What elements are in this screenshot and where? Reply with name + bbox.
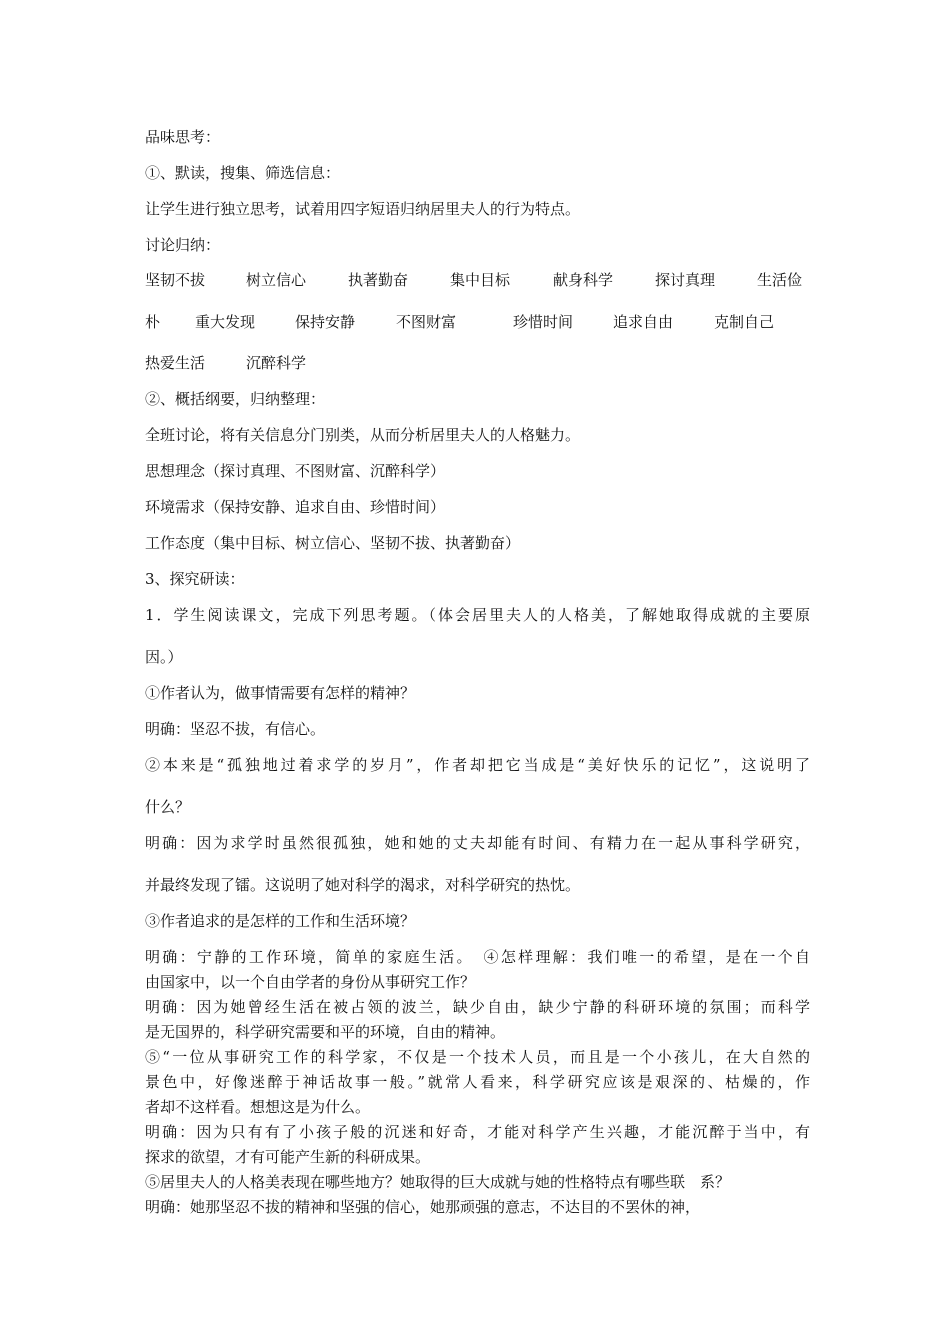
question-1: ①作者认为，做事情需要有怎样的精神？ [145,684,416,702]
keyword: 追求自由 [613,313,674,331]
answer-3-line2: 由国家中，以一个自由学者的身份从事研究工作？ [145,973,476,991]
instruction-1: 让学生进行独立思考，试着用四字短语归纳居里夫人的行为特点。 [145,200,581,218]
answer-2-line2: 并最终发现了镭。这说明了她对科学的渴求，对科学研究的热忱。 [145,876,581,894]
answer-2-line1: 明确：因为求学时虽然很孤独，她和她的丈夫却能有时间、有精力在一起从事科学研究， [145,834,810,852]
answer-6: 明确：她那坚忍不拔的精神和坚强的信心，她那顽强的意志，不达目的不罢休的神， [145,1198,701,1216]
answer-3-line1: 明确：宁静的工作环境，简单的家庭生活。 ④怎样理解：我们唯一的希望，是在一个自 [145,948,810,966]
keyword: 献身科学 [553,271,614,289]
keyword: 沉醉科学 [246,354,307,372]
keyword: 保持安静 [295,313,356,331]
instruction-2: 全班讨论，将有关信息分门别类，从而分析居里夫人的人格魅力。 [145,426,581,444]
question-2-line2: 什么？ [145,798,191,816]
keyword: 执著勤奋 [348,271,409,289]
keyword: 珍惜时间 [513,313,574,331]
heading: 品味思考： [145,128,221,146]
keyword: 集中目标 [450,271,511,289]
question-5-line3: 者却不这样看。想想这是为什么。 [145,1098,371,1116]
answer-5-line2: 探求的欲望，才有可能产生新的科研成果。 [145,1148,431,1166]
question-intro-line2: 因。） [145,648,183,666]
step-2: ②、概括纲要，归纳整理： [145,390,326,408]
question-6: ⑤居里夫人的人格美表现在哪些地方？她取得的巨大成就与她的性格特点有哪些联 系？ [145,1173,731,1191]
question-intro-line1: 1．学生阅读课文，完成下列思考题。（体会居里夫人的人格美，了解她取得成就的主要原 [145,606,810,624]
keyword: 热爱生活 [145,354,206,372]
answer-5-line1: 明确：因为只有有了小孩子般的沉迷和好奇，才能对科学产生兴趣，才能沉醉于当中，有 [145,1123,810,1141]
step-1: ①、默读，搜集、筛选信息： [145,164,341,182]
keyword: 坚韧不拔 [145,271,206,289]
question-5-line2: 景色中，好像迷醉于神话故事一般。”就常人看来，科学研究应该是艰深的、枯燥的，作 [145,1073,810,1091]
question-5-line1: ⑤“一位从事研究工作的科学家，不仅是一个技术人员，而且是一个小孩儿，在大自然的 [145,1048,810,1066]
keyword: 树立信心 [246,271,307,289]
answer-4-line2: 是无国界的，科学研究需要和平的环境，自由的精神。 [145,1023,506,1041]
keyword: 重大发现 [195,313,256,331]
section-3-title: 3、探究研读： [145,570,245,588]
discuss-label: 讨论归纳： [145,236,221,254]
question-2-line1: ②本来是“孤独地过着求学的岁月”，作者却把它当成是“美好快乐的记忆”，这说明了 [145,756,810,774]
category-environment: 环境需求（保持安静、追求自由、珍惜时间） [145,498,446,516]
keyword: 探讨真理 [655,271,716,289]
category-attitude: 工作态度（集中目标、树立信心、坚韧不拔、执著勤奋） [145,534,521,552]
keyword: 克制自己 [714,313,775,331]
keyword: 不图财富 [396,313,457,331]
question-3: ③作者追求的是怎样的工作和生活环境？ [145,912,416,930]
keyword: 生活俭 [757,271,803,289]
category-thought: 思想理念（探讨真理、不图财富、沉醉科学） [145,462,446,480]
answer-4-line1: 明确：因为她曾经生活在被占领的波兰，缺少自由，缺少宁静的科研环境的氛围；而科学 [145,998,810,1016]
keyword: 朴 [145,313,161,331]
answer-1: 明确：坚忍不拔，有信心。 [145,720,326,738]
